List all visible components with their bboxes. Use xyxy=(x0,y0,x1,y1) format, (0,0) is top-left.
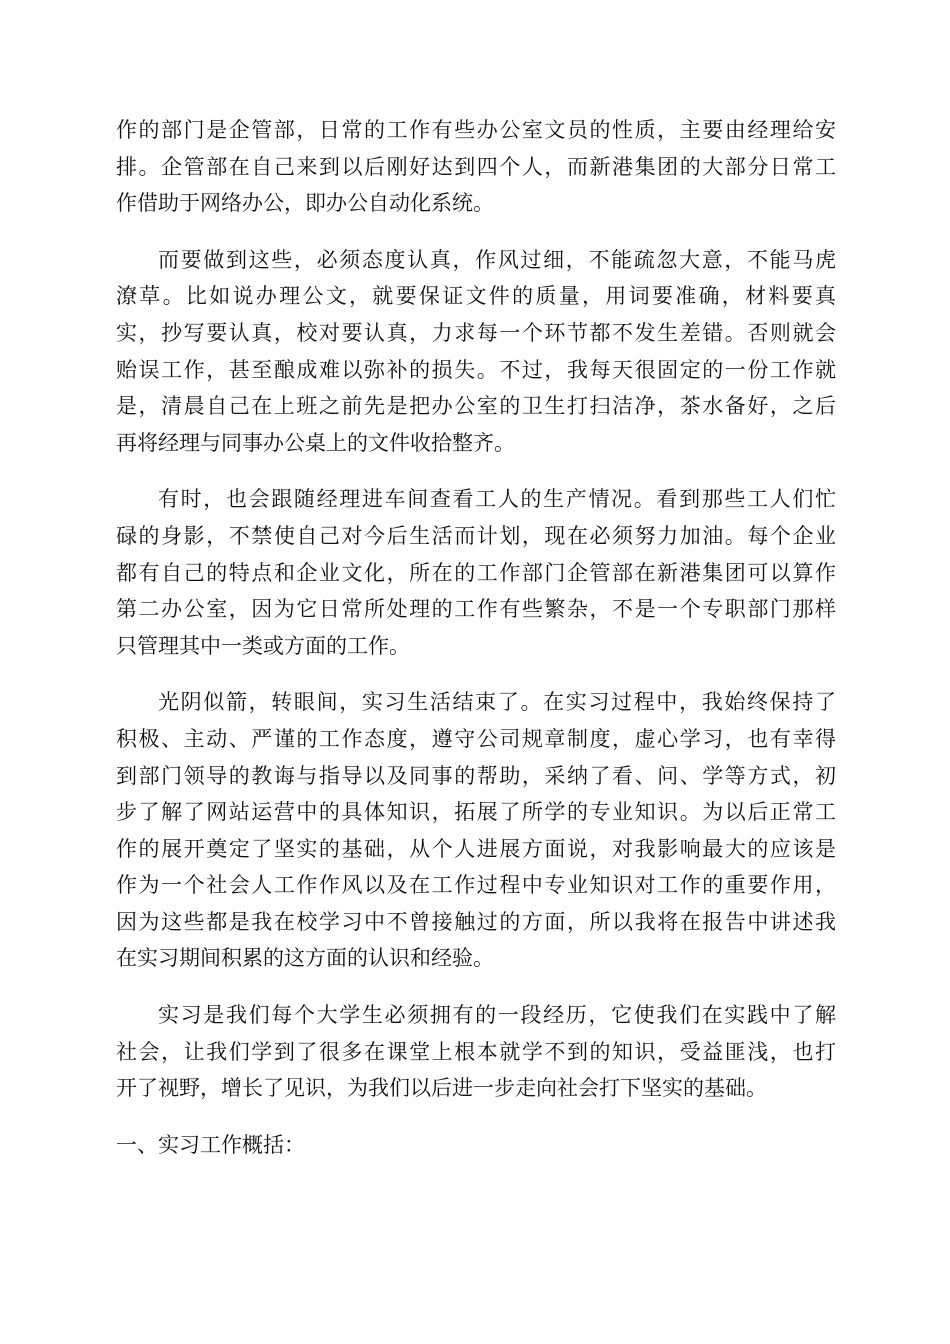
paragraph-4 xyxy=(116,684,836,977)
text-line: 实，抄写要认真，校对要认真，力求每一个环节都不发生差错。否则就会 xyxy=(116,320,836,345)
text-line: 到部门领导的教诲与指导以及同事的帮助，采纳了看、问、学等方式，初 xyxy=(116,763,836,788)
text-line: 作借助于网络办公，即办公自动化系统。 xyxy=(116,191,494,216)
text-line: 光阴似箭，转眼间，实习生活结束了。在实习过程中，我始终保持了 xyxy=(158,690,836,715)
paragraph-1 xyxy=(116,112,836,222)
section-heading: 一、实习工作概括： xyxy=(116,1132,305,1157)
text-line: 社会，让我们学到了很多在课堂上根本就学不到的知识，受益匪浅，也打 xyxy=(116,1039,836,1064)
text-line: 作的展开奠定了坚实的基础，从个人进展方面说，对我影响最大的应该是 xyxy=(116,836,836,861)
text-line: 碌的身影，不禁使自己对今后生活而计划，现在必须努力加油。每个企业 xyxy=(116,523,836,548)
text-line: 而要做到这些，必须态度认真，作风过细，不能疏忽大意，不能马虎 xyxy=(158,247,836,272)
text-line: 作的部门是企管部，日常的工作有些办公室文员的性质，主要由经理给安 xyxy=(116,118,836,142)
text-line: 排。企管部在自己来到以后刚好达到四个人，而新港集团的大部分日常工 xyxy=(116,154,836,179)
text-line: 潦草。比如说办理公文，就要保证文件的质量，用词要准确，材料要真 xyxy=(116,284,836,309)
text-line: 有时，也会跟随经理进车间查看工人的生产情况。看到那些工人们忙 xyxy=(158,487,836,512)
document-body xyxy=(116,112,836,1163)
text-line: 第二办公室，因为它日常所处理的工作有些繁杂，不是一个专职部门那样 xyxy=(116,597,836,622)
paragraph-5 xyxy=(116,997,836,1107)
text-line: 是，清晨自己在上班之前先是把办公室的卫生打扫洁净，茶水备好，之后 xyxy=(116,394,836,419)
paragraph-2 xyxy=(116,242,836,462)
text-line: 步了解了网站运营中的具体知识，拓展了所学的专业知识。为以后正常工 xyxy=(116,800,836,825)
text-line: 都有自己的特点和企业文化，所在的工作部门企管部在新港集团可以算作 xyxy=(116,560,836,585)
text-line: 只管理其中一类或方面的工作。 xyxy=(116,633,410,658)
text-line: 积极、主动、严谨的工作态度，遵守公司规章制度，虚心学习，也有幸得 xyxy=(116,726,836,751)
text-line: 贻误工作，甚至酿成难以弥补的损失。不过，我每天很固定的一份工作就 xyxy=(116,357,836,382)
text-line: 开了视野，增长了见识，为我们以后进一步走向社会打下坚实的基础。 xyxy=(116,1076,767,1101)
text-line: 实习是我们每个大学生必须拥有的一段经历，它使我们在实践中了解 xyxy=(158,1003,836,1028)
text-line: 再将经理与同事办公桌上的文件收拾整齐。 xyxy=(116,430,515,455)
text-line: 作为一个社会人工作作风以及在工作过程中专业知识对工作的重要作用， xyxy=(116,873,836,898)
paragraph-3 xyxy=(116,481,836,664)
text-line: 在实习期间积累的这方面的认识和经验。 xyxy=(116,946,494,971)
text-line: 因为这些都是我在校学习中不曾接触过的方面，所以我将在报告中讲述我 xyxy=(116,909,836,934)
